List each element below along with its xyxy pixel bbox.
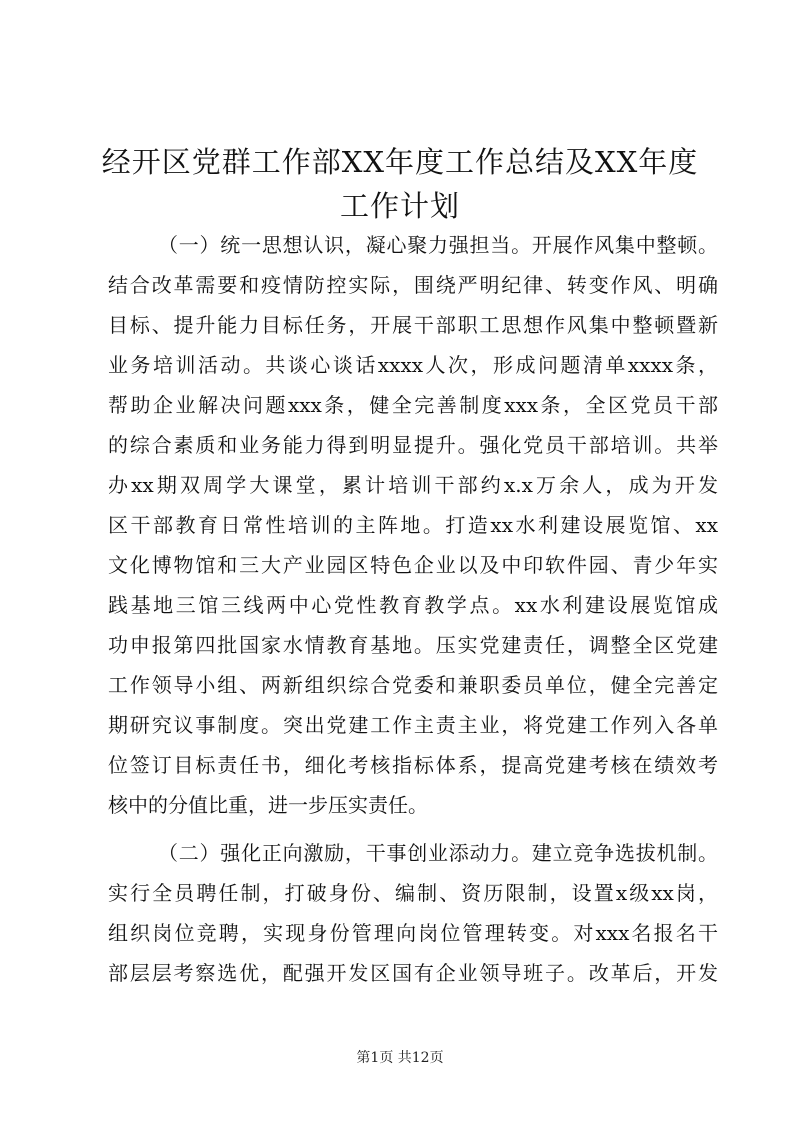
paragraph-line: 核中的分值比重，进一步压实责任。	[108, 793, 428, 817]
paragraph-line: （二）强化正向激励，干事创业添动力。建立竞争选拔机制。	[158, 841, 718, 865]
document-title-line-1: 经开区党群工作部XX年度工作总结及XX年度	[101, 145, 699, 179]
paragraph-line: 区干部教育日常性培训的主阵地。打造xx水利建设展览馆、xx	[108, 513, 718, 537]
paragraph-line: 期研究议事制度。突出党建工作主责主业，将党建工作列入各单	[108, 713, 718, 737]
paragraph-line: 践基地三馆三线两中心党性教育教学点。xx水利建设展览馆成	[108, 593, 718, 617]
paragraph-line: （一）统一思想认识，凝心聚力强担当。开展作风集中整顿。	[158, 233, 718, 257]
paragraph-line: 目标、提升能力目标任务，开展干部职工思想作风集中整顿暨新	[108, 313, 718, 337]
paragraph-line: 组织岗位竞聘，实现身份管理向岗位管理转变。对xxx名报名干	[108, 921, 718, 945]
paragraph-line: 结合改革需要和疫情防控实际，围绕严明纪律、转变作风、明确	[108, 273, 718, 297]
paragraph-line: 部层层考察选优，配强开发区国有企业领导班子。改革后，开发	[108, 961, 718, 985]
paragraph-line: 的综合素质和业务能力得到明显提升。强化党员干部培训。共举	[108, 433, 718, 457]
paragraph-line: 工作领导小组、两新组织综合党委和兼职委员单位，健全完善定	[108, 673, 718, 697]
page-footer: 第1页 共12页	[356, 1050, 444, 1066]
paragraph-line: 帮助企业解决问题xxx条，健全完善制度xxx条，全区党员干部	[108, 393, 718, 417]
paragraph-line: 文化博物馆和三大产业园区特色企业以及中印软件园、青少年实	[108, 553, 718, 577]
paragraph-line: 位签订目标责任书，细化考核指标体系，提高党建考核在绩效考	[108, 753, 718, 777]
paragraph-line: 实行全员聘任制，打破身份、编制、资历限制，设置x级xx岗，	[108, 881, 718, 905]
document-title-line-2: 工作计划	[339, 189, 460, 223]
paragraph-line: 功申报第四批国家水情教育基地。压实党建责任，调整全区党建	[108, 633, 718, 657]
paragraph-line: 办xx期双周学大课堂，累计培训干部约x.x万余人，成为开发	[108, 473, 718, 497]
paragraph-line: 业务培训活动。共谈心谈话xxxx人次，形成问题清单xxxx条，	[108, 353, 718, 377]
